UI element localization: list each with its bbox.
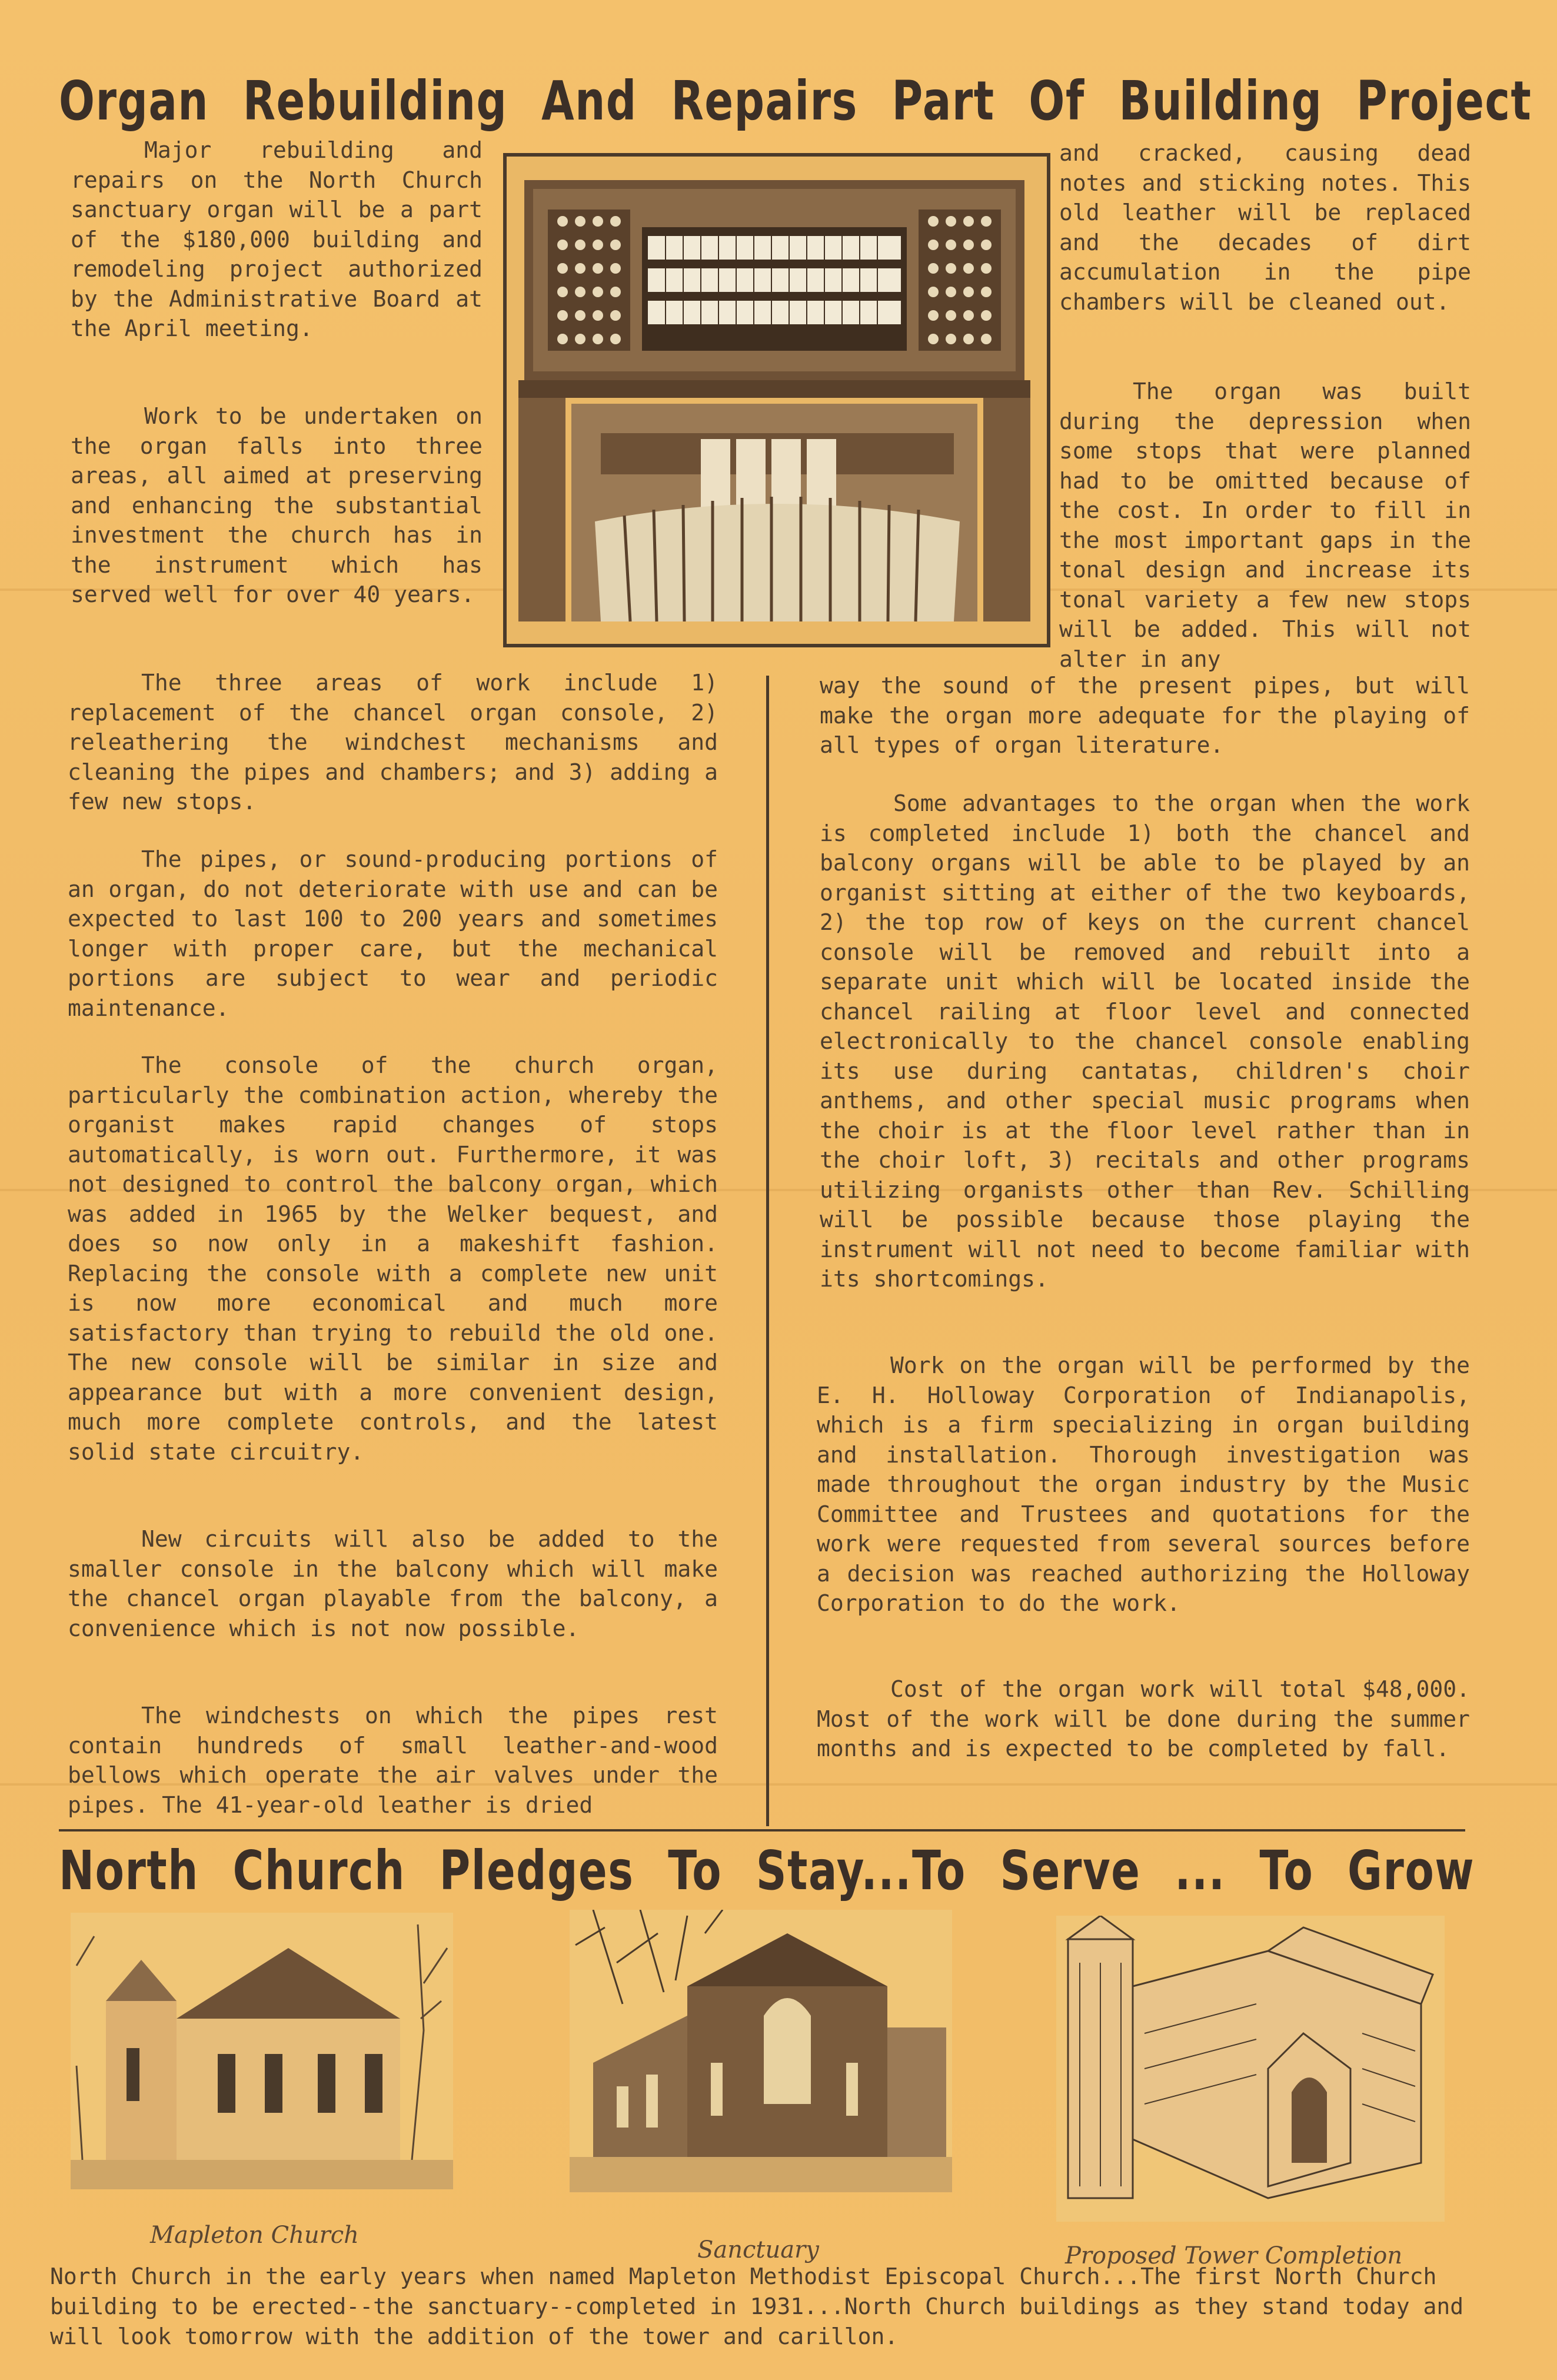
article-paragraph: The pipes, or sound-producing portions of an organ, do not deteriorate with use and can be expected to last 100 to 200 years and sometimes longer with proper care, but the mechanical portions are subject to wear and periodic maintenance. [68,846,718,1021]
mapleton-church-photo [71,1913,453,2189]
article-paragraph: way the sound of the present pipes, but will make the organ more adequate for the playing of all types of organ literature. [820,673,1470,758]
article-paragraph: The windchests on which the pipes rest contain hundreds of small leather-and-wood bellows which operate the air valves under the pipes. The 41-year-old leather is dried [68,1703,718,1818]
article-paragraph: Some advantages to the organ when the work is completed include 1) both the chancel and balcony organs will be able to be played by an organist sitting at either of the two keyboards, 2) the top row of keys on the current chancel console will be removed and rebuilt into a separate unit which will be located inside the chancel railing at floor level and connected electronically to the chancel console enabling its use during cantatas, children's choir anthems, and other special music programs when the choir is at the floor level rather than in the choir loft, 3) recitals and other programs utilizing organists other than Rev. Schilling will be possible because those playing the instrument will not need to become familiar with its shortcomings. [820,790,1470,1292]
article-paragraph: and cracked, causing dead notes and sticking notes. This old leather will be replaced and the decades of dirt accumulation in the pipe chambers will be cleaned out. [1059,140,1471,315]
article-paragraph: Work to be undertaken on the organ falls into three areas, all aimed at preserving and enhancing the substantial investment the church has in the instrument which has served well for over 40 years. [71,403,483,607]
organ-console-photo [503,153,1050,647]
sanctuary-photo [570,1910,952,2192]
headline-organ: Organ Rebuilding And Repairs Part Of Building Project [59,69,1532,132]
article-paragraph: The organ was built during the depression when some stops that were planned had to be omitted because of the cost. In order to fill in the most important gaps in the tonal design and increase its tonal variety a few new stops will be added. This will not alter in any [1059,378,1471,672]
article-paragraph: New circuits will also be added to the smaller console in the balcony which will make the chancel organ playable from the balcony, a convenience which is not now possible. [68,1526,718,1641]
caption-mapleton-church: Mapleton Church [150,2222,359,2249]
article-paragraph: The three areas of work include 1) replacement of the chancel organ console, 2) releathering the windchest mechanisms and cleaning the pipes and chambers; and 3) adding a few new stops. [68,670,718,815]
proposed-tower-drawing [1056,1916,1445,2222]
column-divider [766,676,769,1826]
caption-proposed-tower: Proposed Tower Completion [1065,2242,1403,2269]
bottom-caption-text: North Church in the early years when named Mapleton Methodist Episcopal Church...The first North Church building to be erected--the sanctuary--completed in 1931...North Church buildings as they stand today and will look tomorrow with the addition of the tower and carillon. [50,2263,1464,2349]
article-paragraph: Cost of the organ work will total $48,000. Most of the work will be done during the summer months and is expected to be completed by fall. [817,1676,1470,1761]
caption-sanctuary: Sanctuary [697,2236,819,2263]
headline-pledges: North Church Pledges To Stay...To Serve ... To Grow [59,1839,1475,1902]
article-paragraph: Work on the organ will be performed by the E. H. Holloway Corporation of Indianapolis, which is a firm specializing in organ building and installation. Thorough investigation was made throughout the organ industry by the Music Committee and Trustees and quotations for the work were requested from several sources before a decision was reached authorizing the Holloway Corporation to do the work. [817,1352,1470,1616]
article-paragraph: Major rebuilding and repairs on the North Church sanctuary organ will be a part of the $180,000 building and remodeling project authorized by the Administrative Board at the April meeting. [71,137,483,341]
organ-console-illustration [507,157,1047,644]
section-divider [59,1829,1465,1831]
article-paragraph: The console of the church organ, particularly the combination action, whereby the organist makes rapid changes of stops automatically, is worn out. Furthermore, it was not designed to control the balcony organ, which was added in 1965 by the Welker bequest, and does so now only in a makeshift fashion. Replacing the console with a complete new unit is now more economical and much more satisfactory than trying to rebuild the old one. The new console will be similar in size and appearance but with a more convenient design, much more complete controls, and the latest solid state circuitry. [68,1052,718,1465]
